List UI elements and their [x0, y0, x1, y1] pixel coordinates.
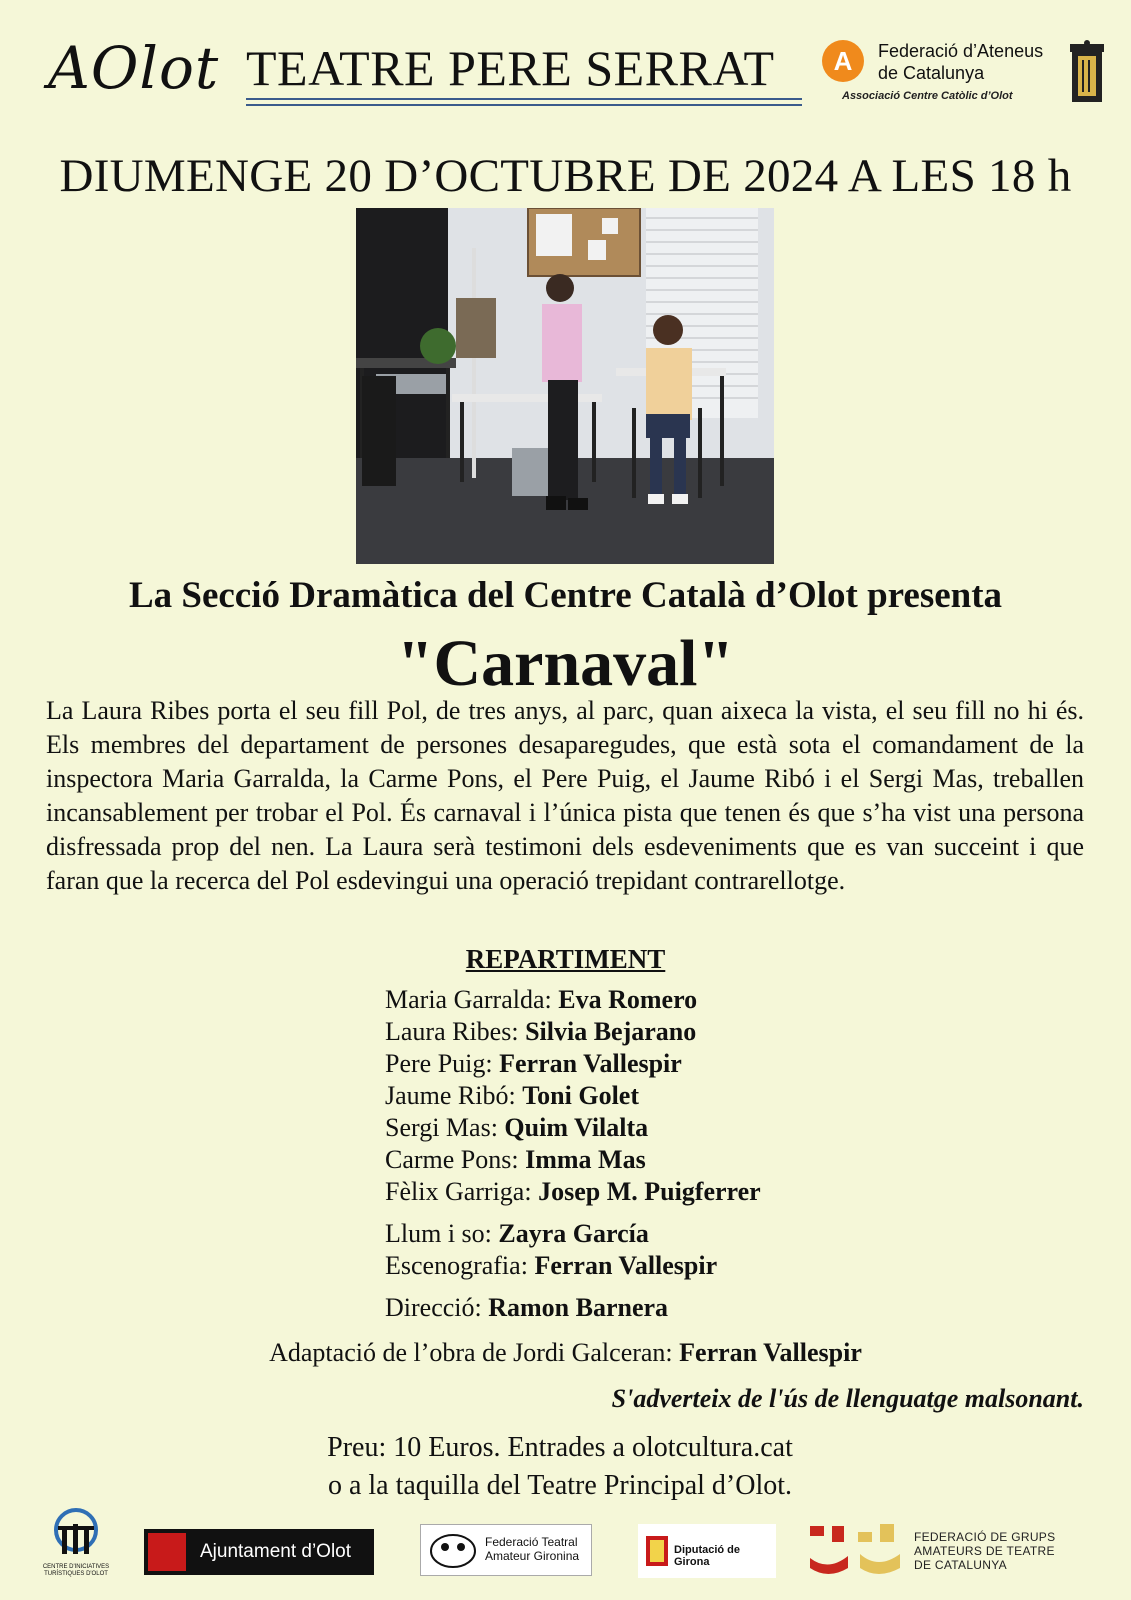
cast-role: Fèlix Garriga: [385, 1177, 539, 1206]
presenter-line: La Secció Dramàtica del Centre Català d’Olot presenta [128, 575, 1003, 616]
title-rule-top [246, 98, 802, 100]
cast-line [385, 1112, 648, 1144]
cast-actor: Eva Romero [558, 985, 698, 1014]
fta-gironina-logo [420, 1524, 592, 1576]
cast-actor: Silvia Bejarano [525, 1017, 697, 1046]
cast-actor: Toni Golet [522, 1081, 640, 1110]
cast-actor: Ferran Vallespir [499, 1049, 682, 1078]
fta-line2: Amateur Gironina [485, 1549, 580, 1563]
crew-name: Ferran Vallespir [534, 1251, 718, 1280]
fgat-logo-icon [808, 1518, 908, 1580]
title-rule-bottom [246, 104, 802, 106]
cit-olot-logo [44, 1506, 108, 1584]
federation-logo-letter: A [833, 46, 853, 76]
fgat-line1: FEDERACIÓ DE GRUPS [914, 1530, 1056, 1544]
adaptation-label: Adaptació de l’obra de Jordi Galceran: [269, 1338, 680, 1367]
cast-actor: Quim Vilalta [504, 1113, 649, 1142]
crew-role: Escenografia: [385, 1251, 535, 1280]
ajuntament-text: Ajuntament d’Olot [200, 1541, 352, 1562]
federation-name-line1: Federació d’Ateneus [878, 41, 1044, 61]
ajuntament-crest-icon [148, 1533, 186, 1571]
diputacio-text: Diputació de Girona [674, 1544, 741, 1568]
crew-line [385, 1250, 717, 1282]
crew-name: Zayra García [498, 1219, 649, 1248]
price-line: Preu: 10 Euros. Entrades a olotcultura.cat [327, 1432, 793, 1463]
federation-logo-icon [822, 40, 864, 82]
diputacio-crest-icon [642, 1532, 672, 1572]
crew-name: Ramon Barnera [488, 1293, 669, 1322]
fgat-line3: DE CATALUNYA [914, 1558, 1007, 1572]
crew-line [385, 1218, 649, 1250]
cast-line [385, 1144, 646, 1176]
federation-subtitle: Associació Centre Catòlic d’Olot [842, 90, 1013, 102]
cast-actor: Imma Mas [525, 1145, 646, 1174]
adaptation-name: Ferran Vallespir [679, 1338, 862, 1367]
cast-role: Jaume Ribó: [385, 1081, 523, 1110]
adaptation-line [0, 1336, 1131, 1370]
federation-name [878, 40, 1068, 84]
cast-role: Sergi Mas: [385, 1113, 505, 1142]
cast-heading: REPARTIMENT [465, 944, 666, 974]
cast-role: Pere Puig: [385, 1049, 500, 1078]
stage-photo [356, 208, 774, 564]
cast-line [385, 1176, 761, 1208]
crew-role: Llum i so: [385, 1219, 499, 1248]
ticket-location-line: o a la taquilla del Teatre Principal d’Olot. [327, 1470, 793, 1501]
fta-icon [425, 1527, 481, 1573]
cast-line [385, 1016, 696, 1048]
federation-name-line2: de Catalunya [878, 63, 985, 83]
ajuntament-olot-logo [144, 1529, 374, 1575]
crew-line [385, 1292, 668, 1324]
fta-text [485, 1535, 579, 1563]
fgat-line2: AMATEURS DE TEATRE [914, 1544, 1055, 1558]
language-warning: S'adverteix de l'ús de llenguatge malsonant. [611, 1384, 1084, 1413]
cast-role: Maria Garralda: [385, 985, 559, 1014]
diputacio-girona-logo [638, 1524, 776, 1578]
fta-line1: Federació Teatral [485, 1535, 578, 1549]
cast-line [385, 1080, 639, 1112]
cit-text: CENTRE D'INICIATIVES TURÍSTIQUES D'OLOT [42, 1564, 110, 1577]
cast-role: Carme Pons: [385, 1145, 526, 1174]
crest-icon [1068, 40, 1106, 106]
fgat-text [914, 1530, 1055, 1572]
cit-icon [44, 1506, 108, 1564]
aolot-logo: AOlot [48, 34, 220, 102]
cast-role: Laura Ribes: [385, 1017, 526, 1046]
cast-line [385, 1048, 682, 1080]
synopsis: La Laura Ribes porta el seu fill Pol, de tres anys, al parc, quan aixeca la vista, el seu fill no hi és. Els membres del departament de persones desaparegudes, que està sota el comandament de la inspectora Maria Garralda, la Carme Pons, el Pere Puig, el Jaume Ribó i el Sergi Mas, treballen incansablement per trobar el Pol. És carnaval i l’única pista que tenen és que s’ha vist una persona disfressada prop del nen. La Laura serà testimoni dels esdeveniments que es van succeint i que faran que la recerca del Pol esdevingui una operació trepidant contrarellotge. [46, 696, 1084, 895]
cast-actor: Josep M. Puigferrer [538, 1177, 761, 1206]
theatre-name: TEATRE PERE SERRAT [246, 40, 775, 96]
crew-role: Direcció: [385, 1293, 489, 1322]
cast-line [385, 984, 697, 1016]
play-title: "Carnaval" [396, 627, 735, 700]
event-date: DIUMENGE 20 D’OCTUBRE DE 2024 A LES 18 h [59, 150, 1072, 202]
